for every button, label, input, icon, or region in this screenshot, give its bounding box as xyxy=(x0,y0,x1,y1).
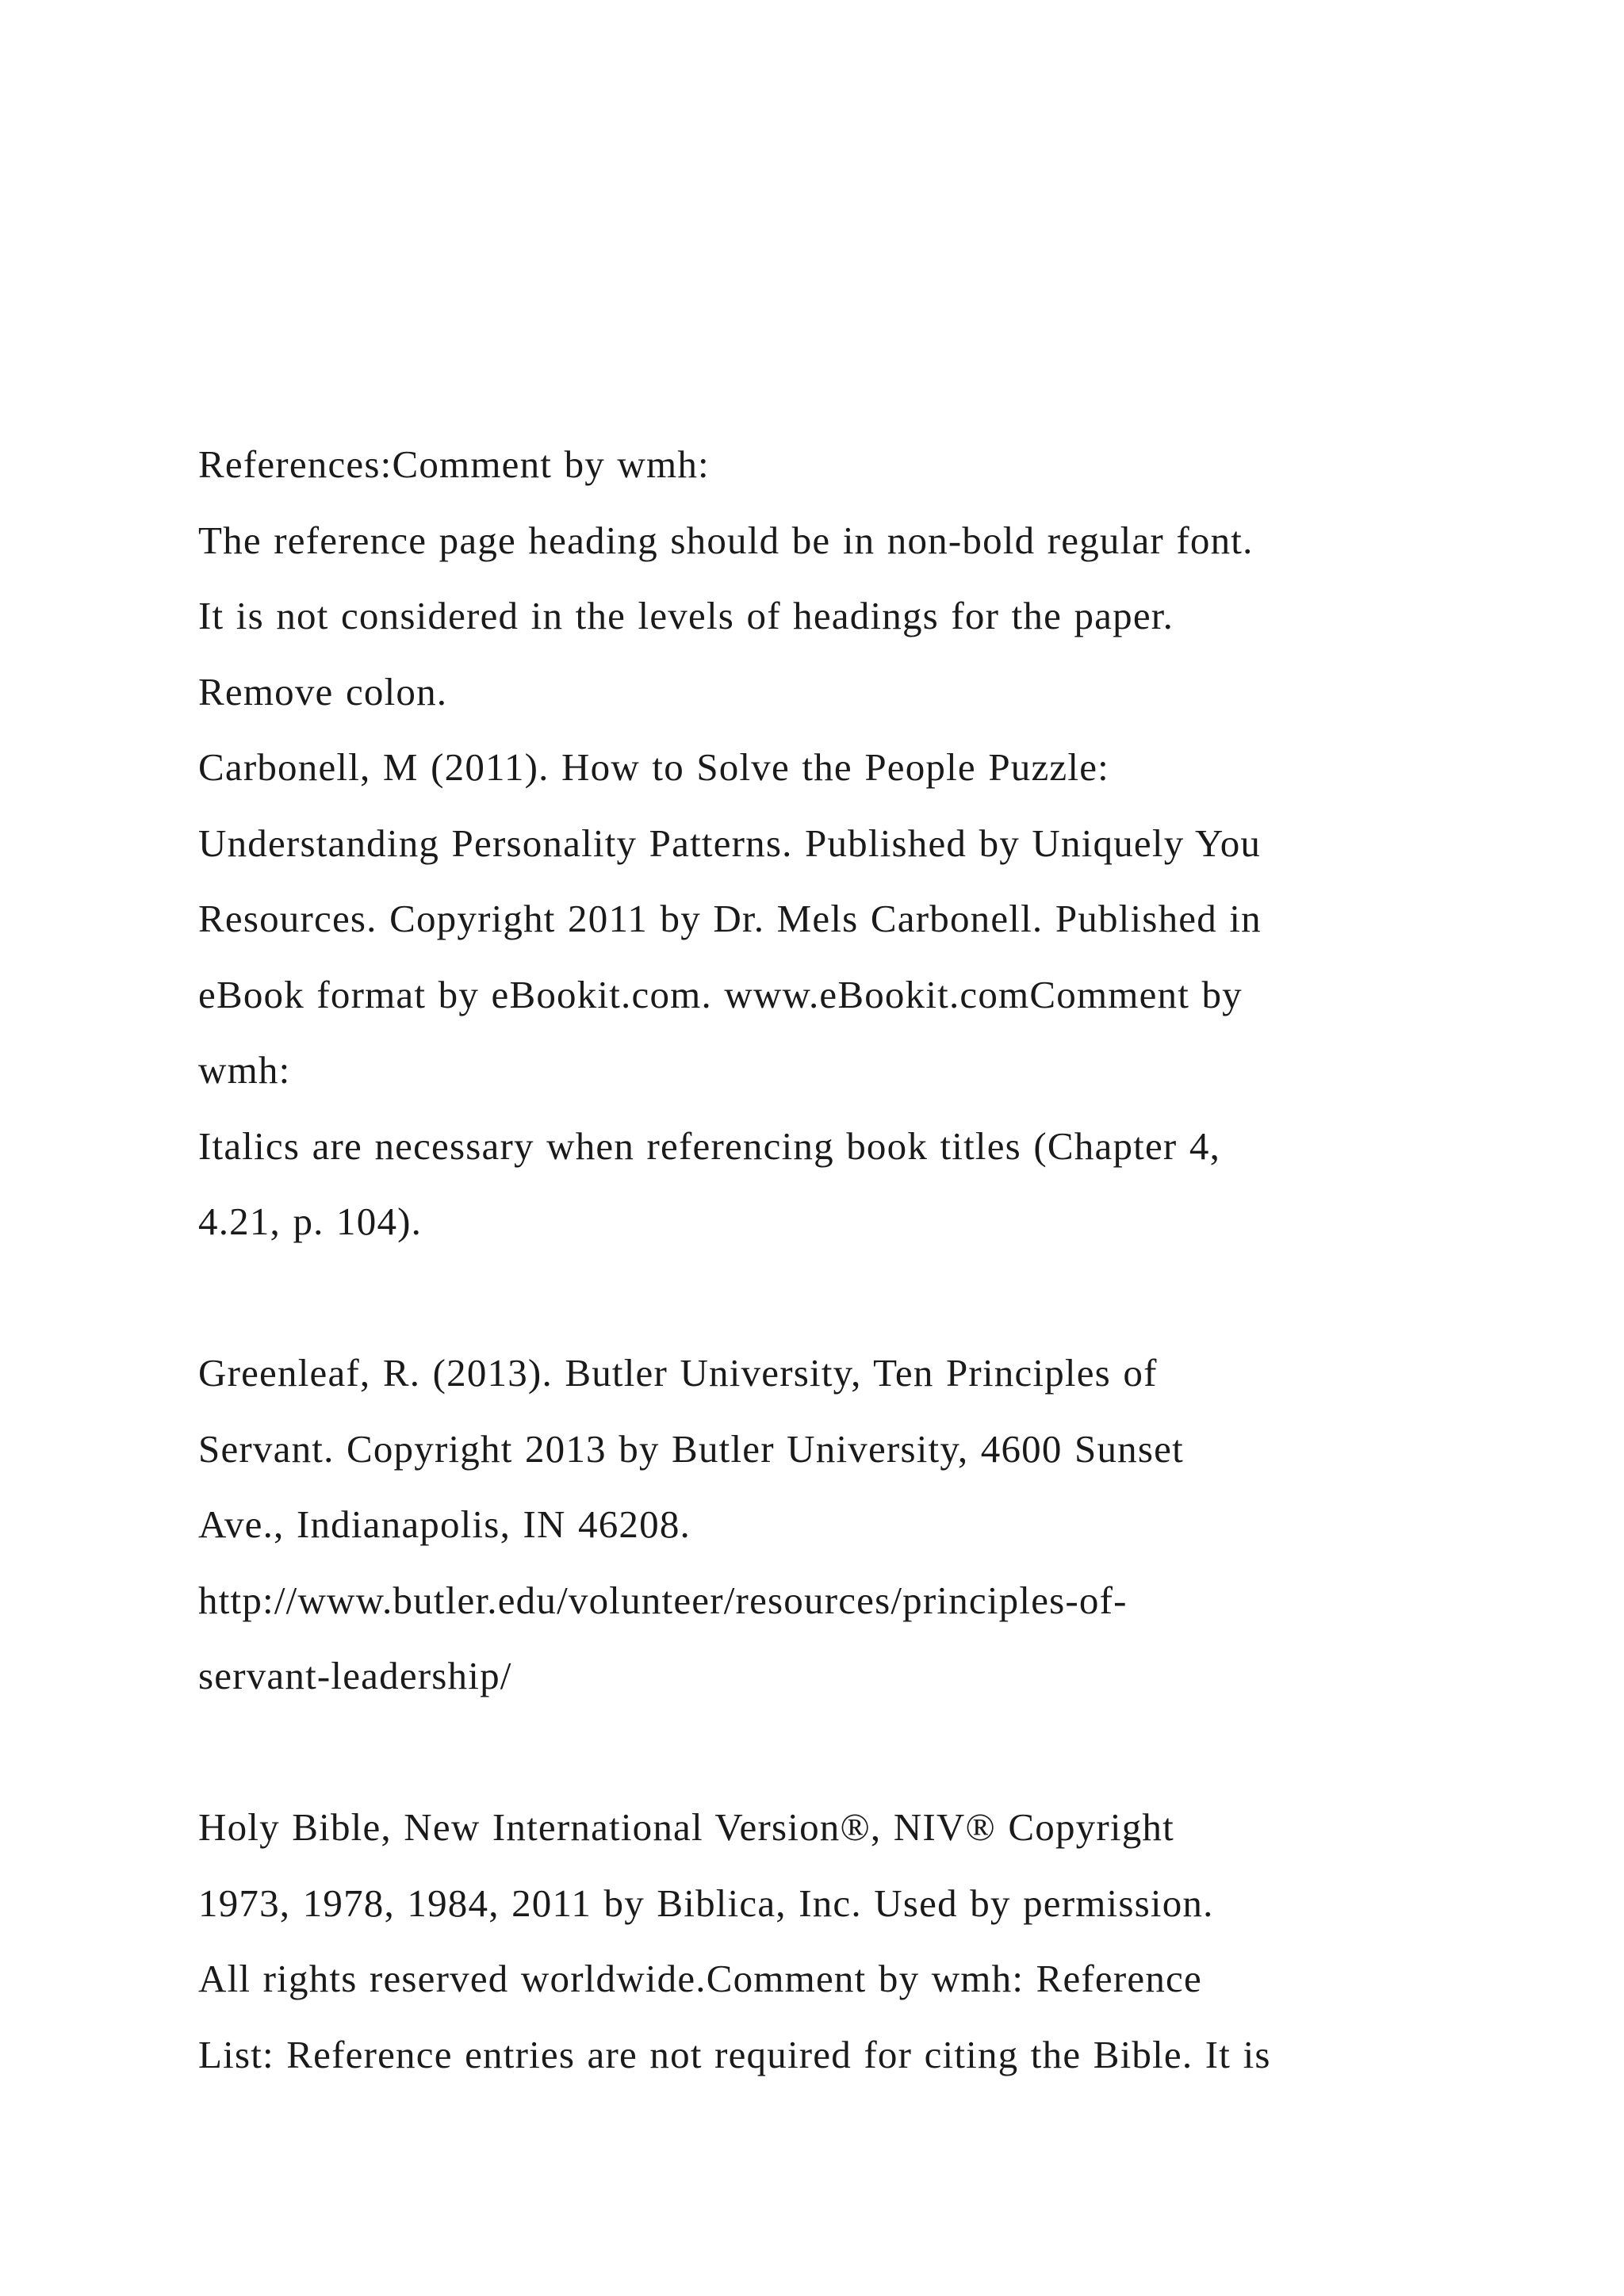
reference-entry-line: Ave., Indianapolis, IN 46208. xyxy=(198,1502,691,1546)
comment-line: It is not considered in the levels of headings for the paper. xyxy=(198,594,1174,637)
reference-entry-line: wmh: xyxy=(198,1048,291,1092)
comment-line: The reference page heading should be in non-bold regular font. xyxy=(198,518,1254,562)
reference-entry-line: Greenleaf, R. (2013). Butler University, Ten Principles of xyxy=(198,1351,1158,1395)
comment-line: List: Reference entries are not required for citing the Bible. It is xyxy=(198,2032,1271,2076)
comment-line: 4.21, p. 104). xyxy=(198,1200,423,1243)
reference-entry-line: Resources. Copyright 2011 by Dr. Mels Carbonell. Published in xyxy=(198,897,1262,940)
references-heading-line: References:Comment by wmh: xyxy=(198,442,710,486)
reference-entry-line: All rights reserved worldwide.Comment by wmh: Reference xyxy=(198,1957,1202,2000)
reference-entry-line: Servant. Copyright 2013 by Butler University, 4600 Sunset xyxy=(198,1426,1184,1471)
reference-entry-line: 1973, 1978, 1984, 2011 by Biblica, Inc. Used by permission. xyxy=(198,1881,1214,1925)
comment-line: Italics are necessary when referencing book titles (Chapter 4, xyxy=(198,1123,1221,1168)
reference-url-line: http://www.butler.edu/volunteer/resources/principles-of- xyxy=(198,1578,1128,1622)
blank-line xyxy=(198,1714,1546,1790)
reference-entry-line: eBook format by eBookit.com. www.eBookit.comComment by xyxy=(198,972,1243,1016)
reference-url-line: servant-leadership/ xyxy=(198,1654,512,1697)
reference-entry-line: Understanding Personality Patterns. Published by Uniquely You xyxy=(198,821,1262,865)
comment-line: Remove colon. xyxy=(198,669,448,714)
references-text xyxy=(198,427,1546,2092)
reference-entry-line: Holy Bible, New International Version®, NIV® Copyright xyxy=(198,1805,1174,1849)
blank-line xyxy=(198,1260,1546,1336)
reference-entry-line: Carbonell, M (2011). How to Solve the People Puzzle: xyxy=(198,745,1109,789)
